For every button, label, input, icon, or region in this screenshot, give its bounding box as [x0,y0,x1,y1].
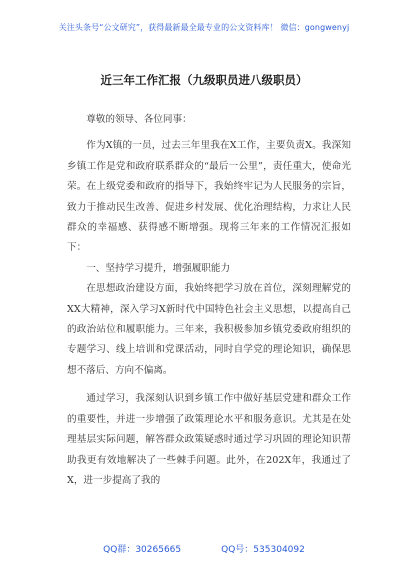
document-body [67,110,351,491]
footer-qq-number: QQ号：535304092 [221,545,305,555]
section-heading-1: 一、坚持学习提升，增强履职能力 [86,262,231,274]
footer-qq-group: QQ群：30265665 [103,545,182,555]
header-promo-note: 关注头条号“公文研究”，获得最新最全最专业的公文资料库！ 微信：gongwenyj [58,23,350,32]
paragraph-study: 在思想政治建设方面，我始终把学习放在首位，深刻理解党的XX大精神，深入学习X新时代中国特色社会主义思想，以提高自己的政治站位和履职能力。三年来，我积极参加乡镇党委政府组织的专题学习、线上培训和党课活动，同时自学党的理论知识，确保思想不落后、方向不偏离。 [67,283,351,376]
greeting: 尊敬的领导、各位同事： [86,114,192,125]
document-title: 近三年工作汇报（九级职员进八级职员） [100,73,308,87]
paragraph-learning-result: 通过学习，我深刻认识到乡镇工作中做好基层党建和群众工作的重要性，并进一步增强了政策理论水平和服务意识。尤其是在处理基层实际问题，解答群众政策疑惑时通过学习巩固的理论知识帮助我更有效地解决了一些棘手问题。此外，在202X年，我通过了X，进一步提高了我的 [67,393,351,486]
paragraph-intro: 作为X镇的一员，过去三年里我在X工作，主要负责X。我深知乡镇工作是党和政府联系群众的“最后一公里”，责任重大，使命光荣。在上级党委和政府的指导下，我始终牢记为人民服务的宗旨，致力于推动民生改善、促进乡村发展、优化治理结构，力求让人民群众的幸福感、获得感不断增强。现将三年来的工作情况汇报如下： [67,140,351,254]
footer-contact [0,542,408,555]
